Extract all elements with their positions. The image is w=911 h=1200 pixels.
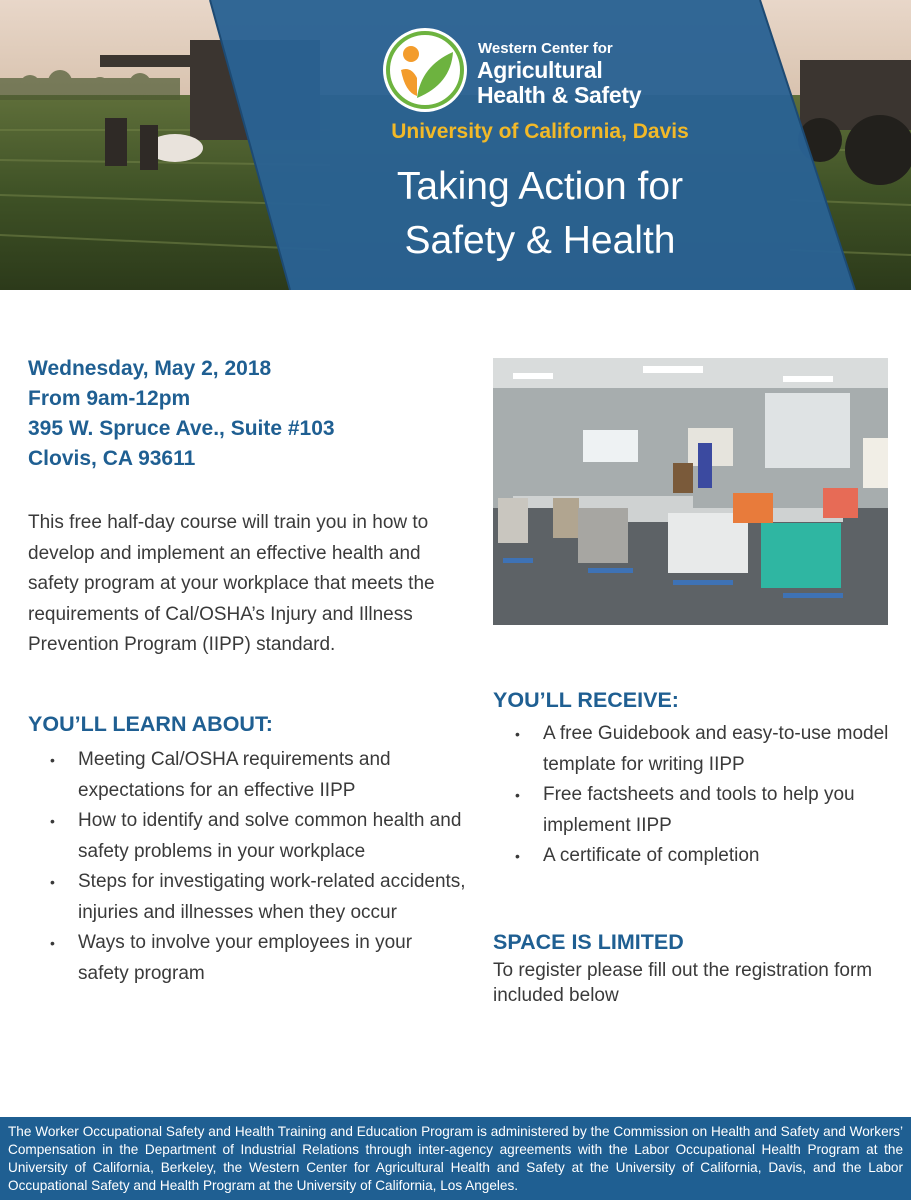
- event-time: From 9am-12pm: [28, 387, 191, 410]
- list-item: [493, 780, 893, 841]
- list-item-text: Steps for investigating work-related accidents, injuries and illnesses when they occur: [78, 871, 466, 923]
- title-line2: Safety & Health: [404, 219, 676, 262]
- footer-text: The Worker Occupational Safety and Health Training and Education Program is administered by the Commission on Health and Safety and Workers’ Compensation in the Department of Industrial Relations through inter-agency agreements with the Labor Occupational Health Program at the University of California, Berkeley, the Western Center for Agricultural Health and Safety at the University of California, Davis, and the Labor Occupational Safety and Health Program at the University of California, Los Angeles.: [8, 1124, 903, 1193]
- bullet-icon: •: [515, 848, 520, 864]
- list-item-text: How to identify and solve common health and safety problems in your workplace: [78, 810, 462, 862]
- receive-heading: YOU’LL RECEIVE:: [493, 688, 679, 712]
- bullet-icon: •: [50, 874, 55, 890]
- list-item: [28, 745, 468, 806]
- learn-list: [28, 745, 468, 989]
- bullet-icon: •: [50, 935, 55, 951]
- wcahs-logo: [381, 26, 469, 114]
- page-title: [305, 160, 775, 268]
- course-description: This free half-day course will train you in how to develop and implement an effective health and safety program at your workplace that meets the requirements of Cal/OSHA’s Injury and Illness Prevention Program (IIPP) standard.: [28, 512, 435, 655]
- classroom-photo: [493, 358, 888, 625]
- list-item: [493, 719, 893, 780]
- bullet-icon: •: [515, 787, 520, 803]
- list-item-text: Meeting Cal/OSHA requirements and expectations for an effective IIPP: [78, 749, 391, 801]
- list-item: [28, 928, 468, 989]
- logo-text-line1: Western Center for: [478, 40, 613, 57]
- logo-text-line3: Health & Safety: [477, 82, 642, 108]
- event-city: Clovis, CA 93611: [28, 447, 196, 470]
- list-item: [28, 867, 468, 928]
- learn-heading: YOU’LL LEARN ABOUT:: [28, 712, 273, 736]
- list-item: [493, 841, 893, 872]
- list-item: [28, 806, 468, 867]
- title-line1: Taking Action for: [396, 165, 684, 208]
- event-details: [28, 354, 335, 474]
- list-item-text: A free Guidebook and easy-to-use model template for writing IIPP: [543, 723, 889, 775]
- university-name: University of California, Davis: [391, 120, 689, 143]
- bullet-icon: •: [50, 813, 55, 829]
- list-item-text: Ways to involve your employees in your safety program: [78, 932, 413, 984]
- footer: [0, 1117, 911, 1200]
- list-item-text: A certificate of completion: [543, 845, 760, 866]
- header-banner: [0, 0, 911, 290]
- logo-text-line2: Agricultural: [477, 57, 603, 83]
- bullet-icon: •: [50, 752, 55, 768]
- receive-list: [493, 719, 893, 872]
- event-address: 395 W. Spruce Ave., Suite #103: [28, 417, 335, 440]
- registration-note: To register please fill out the registration form included below: [493, 960, 873, 1006]
- list-item-text: Free factsheets and tools to help you implement IIPP: [543, 784, 855, 836]
- event-date: Wednesday, May 2, 2018: [28, 357, 272, 380]
- space-limited-heading: SPACE IS LIMITED: [493, 930, 684, 954]
- bullet-icon: •: [515, 726, 520, 742]
